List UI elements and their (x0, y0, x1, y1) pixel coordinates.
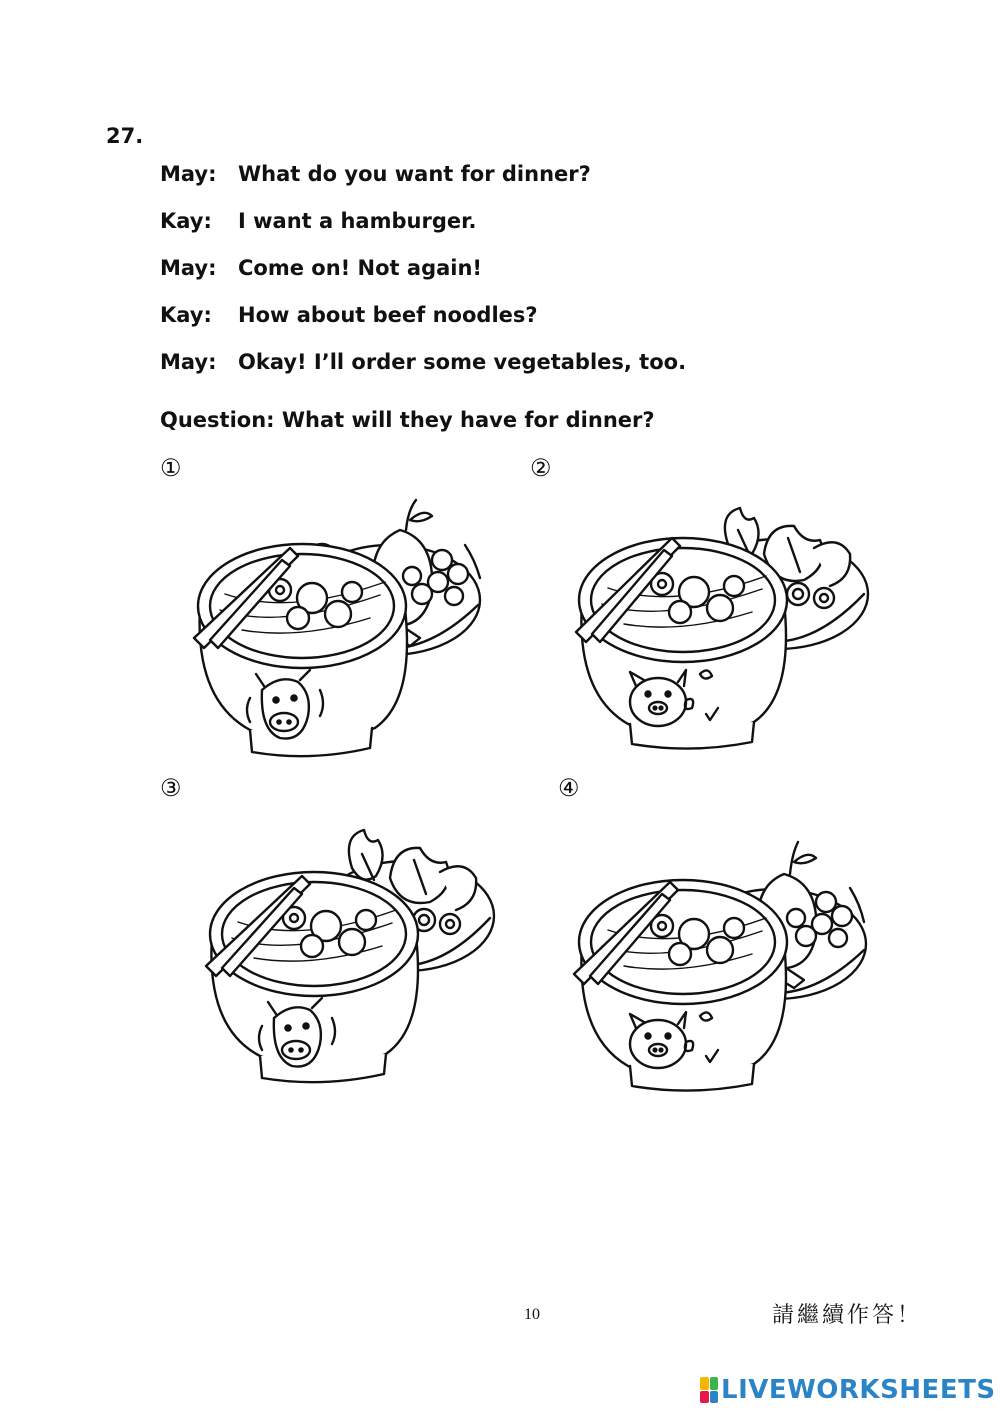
utterance: What do you want for dinner? (238, 162, 591, 186)
question-prompt: Question: What will they have for dinner? (160, 408, 655, 432)
speaker: Kay: (160, 209, 212, 233)
option-2-label[interactable]: ② (530, 454, 552, 482)
liveworksheets-logo-icon (700, 1377, 718, 1403)
utterance: I want a hamburger. (238, 209, 477, 233)
option-1-picture[interactable] (180, 490, 500, 770)
utterance: How about beef noodles? (238, 303, 538, 327)
brand-name: LIVEWORKSHEETS (721, 1375, 996, 1405)
utterance: Come on! Not again! (238, 256, 482, 280)
speaker: May: (160, 256, 217, 280)
brand-logo (700, 1373, 996, 1407)
option-2-picture[interactable] (568, 494, 888, 764)
dialogue-line (160, 303, 538, 327)
speaker: May: (160, 350, 217, 374)
option-4-label[interactable]: ④ (558, 774, 580, 802)
page-number: 10 (524, 1306, 540, 1323)
dialogue-line (160, 350, 686, 374)
option-4-picture[interactable] (566, 834, 886, 1106)
dialogue-line (160, 162, 591, 186)
utterance: Okay! I’ll order some vegetables, too. (238, 350, 687, 374)
speaker: Kay: (160, 303, 212, 327)
dialogue-line (160, 209, 476, 233)
question-number: 27. (106, 124, 144, 148)
option-3-label[interactable]: ③ (160, 774, 182, 802)
option-1-label[interactable]: ① (160, 454, 182, 482)
speaker: May: (160, 162, 217, 186)
dialogue-line (160, 256, 482, 280)
option-3-picture[interactable] (196, 816, 516, 1096)
continue-instruction: 請繼續作答！ (772, 1303, 923, 1328)
